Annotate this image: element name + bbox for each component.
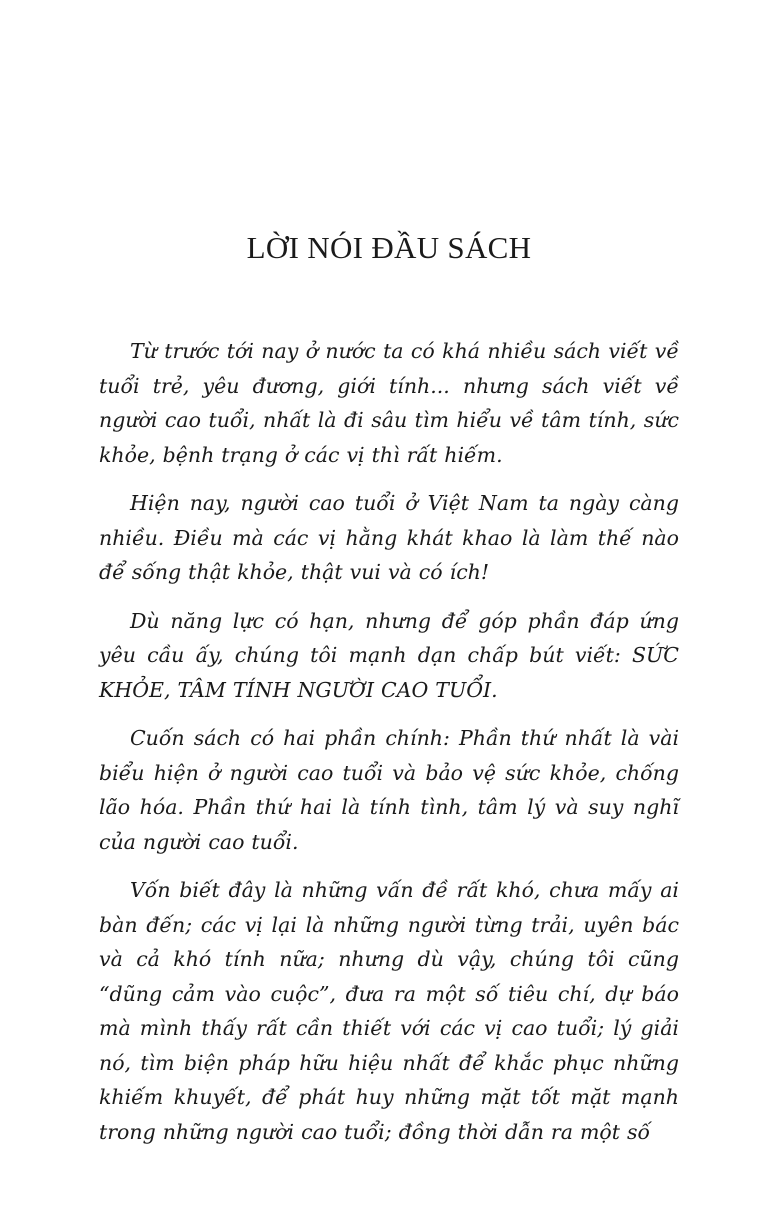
paragraph-2: Hiện nay, người cao tuổi ở Việt Nam ta ngày càng nhiều. Điều mà các vị hằng khát khao là làm thế nào để sống thật khỏe, thật vui và có ích!	[99, 491, 679, 584]
preface-body	[99, 334, 679, 1163]
paragraph-3: Dù năng lực có hạn, nhưng để góp phần đáp ứng yêu cầu ấy, chúng tôi mạnh dạn chấp bút viết: SỨC KHỎE, TÂM TÍNH NGƯỜI CAO TUỔI.	[99, 608, 679, 702]
paragraph-4: Cuốn sách có hai phần chính: Phần thứ nhất là vài biểu hiện ở người cao tuổi và bảo vệ sức khỏe, chống lão hóa. Phần thứ hai là tính tình, tâm lý và suy nghĩ của người cao tuổi.	[99, 726, 679, 854]
paragraph-5: Vốn biết đây là những vấn đề rất khó, chưa mấy ai bàn đến; các vị lại là những người từng trải, uyên bác và cả khó tính nữa; nhưng dù vậy, chúng tôi cũng “dũng cảm vào cuộc”, đưa ra một số tiêu chí, dự báo mà mình thấy rất cần thiết với các vị cao tuổi; lý giải nó, tìm biện pháp hữu hiệu nhất để khắc phục những khiếm khuyết, để phát huy những mặt tốt mặt mạnh trong những người cao tuổi; đồng thời dẫn ra một số	[99, 878, 679, 1144]
page-title: LỜI NÓI ĐẦU SÁCH	[246, 230, 532, 265]
paragraph-1: Từ trước tới nay ở nước ta có khá nhiều sách viết về tuổi trẻ, yêu đương, giới tính... nhưng sách viết về người cao tuổi, nhất là đi sâu tìm hiểu về tâm tính, sức khỏe, bệnh trạng ở các vị thì rất hiếm.	[99, 339, 679, 467]
